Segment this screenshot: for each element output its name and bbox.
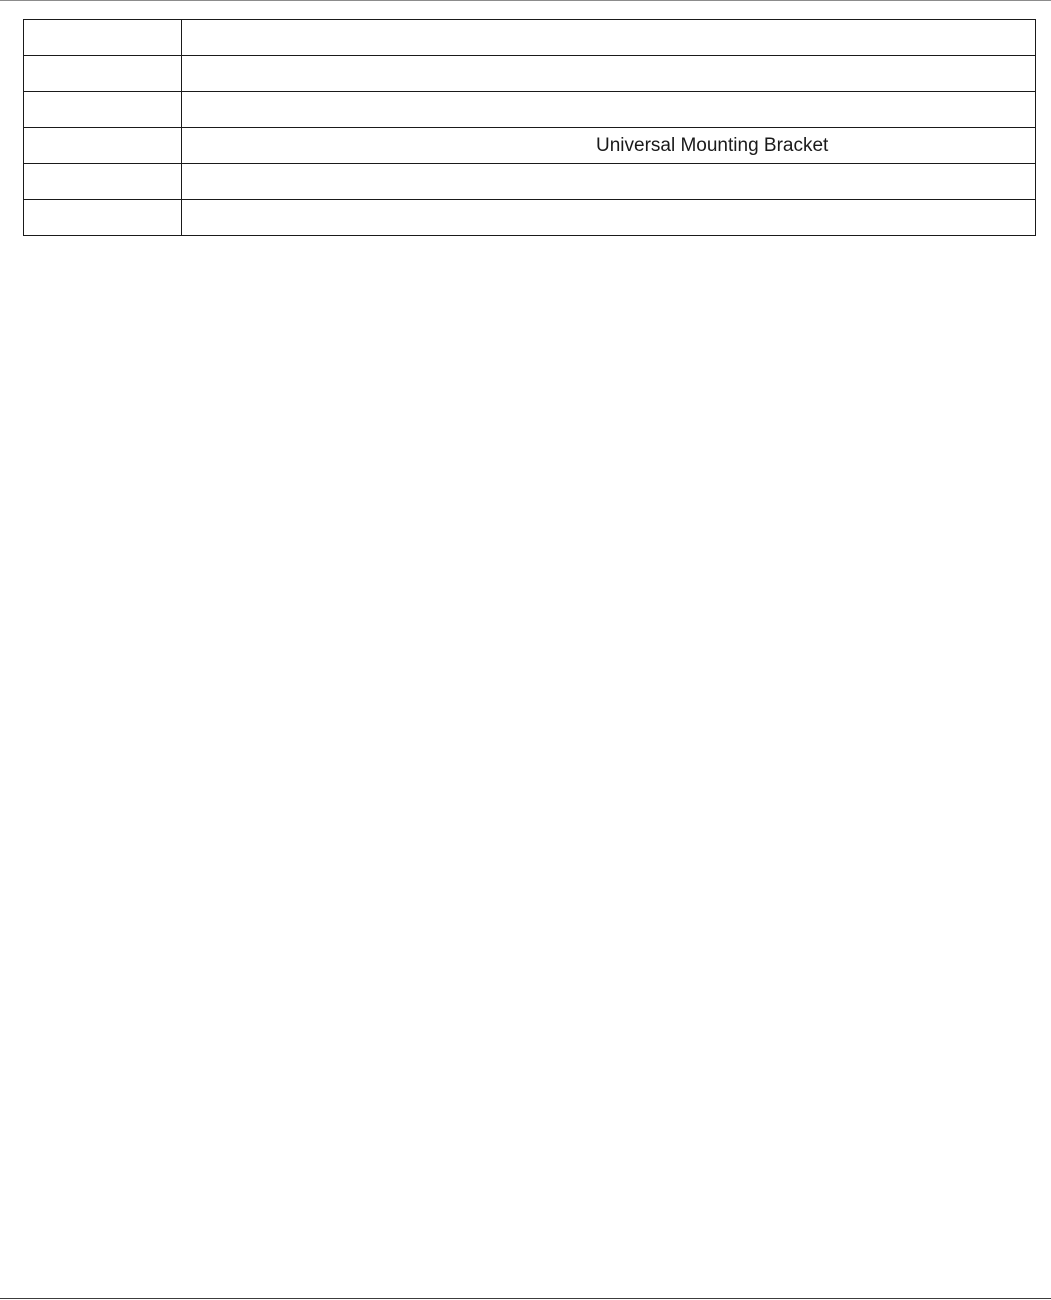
label-cell <box>24 200 182 236</box>
label-cell <box>24 92 182 128</box>
table-row <box>24 200 1036 236</box>
product-name-cell: Universal Mounting Bracket <box>182 128 1036 164</box>
value-cell <box>182 164 1036 200</box>
table-row <box>24 128 1036 164</box>
label-cell <box>24 56 182 92</box>
label-cell <box>24 128 182 164</box>
table-row <box>24 56 1036 92</box>
label-cell <box>24 164 182 200</box>
table-row <box>24 92 1036 128</box>
value-cell <box>182 200 1036 236</box>
value-cell <box>182 20 1036 56</box>
spec-table <box>23 19 1036 236</box>
value-cell <box>182 56 1036 92</box>
top-divider <box>0 0 1051 1</box>
label-cell <box>24 20 182 56</box>
value-cell <box>182 92 1036 128</box>
table-row <box>24 164 1036 200</box>
bottom-divider <box>0 1298 1051 1299</box>
table-row <box>24 20 1036 56</box>
